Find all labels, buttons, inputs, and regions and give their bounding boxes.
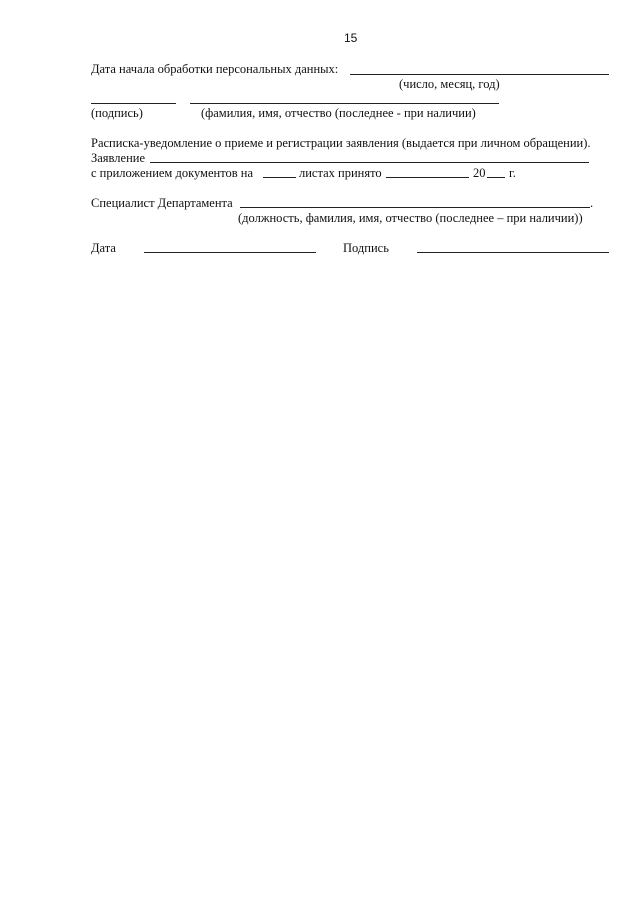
- year-suffix: г.: [509, 166, 516, 180]
- processing-start-label: Дата начала обработки персональных данных:: [91, 62, 339, 76]
- attachments-middle: листах принято: [299, 166, 382, 180]
- date-line[interactable]: [144, 252, 316, 253]
- specialist-line[interactable]: [240, 207, 590, 208]
- year-line[interactable]: [487, 177, 505, 178]
- receipt-title: Расписка-уведомление о приеме и регистрации заявления (выдается при личном обращении).: [91, 136, 591, 150]
- footer-signature-label: Подпись: [343, 241, 389, 255]
- footer-signature-line[interactable]: [417, 252, 609, 253]
- processing-start-date-line[interactable]: [350, 74, 609, 75]
- statement-line[interactable]: [150, 162, 589, 163]
- sheet-count-line[interactable]: [263, 177, 296, 178]
- signature-hint: (подпись): [91, 106, 143, 120]
- accepted-date-line[interactable]: [386, 177, 469, 178]
- specialist-label: Специалист Департамента: [91, 196, 233, 210]
- processing-start-date-hint: (число, месяц, год): [399, 77, 500, 91]
- signature-line[interactable]: [91, 103, 176, 104]
- specialist-hint: (должность, фамилия, имя, отчество (последнее – при наличии)): [238, 211, 583, 225]
- specialist-end-mark: .: [590, 196, 594, 210]
- full-name-line[interactable]: [190, 103, 499, 104]
- date-label: Дата: [91, 241, 116, 255]
- page-number: 15: [344, 31, 358, 45]
- attachments-prefix: с приложением документов на: [91, 166, 254, 180]
- year-prefix: 20: [473, 166, 486, 180]
- full-name-hint: (фамилия, имя, отчество (последнее - при наличии): [201, 106, 476, 120]
- statement-label: Заявление: [91, 151, 146, 165]
